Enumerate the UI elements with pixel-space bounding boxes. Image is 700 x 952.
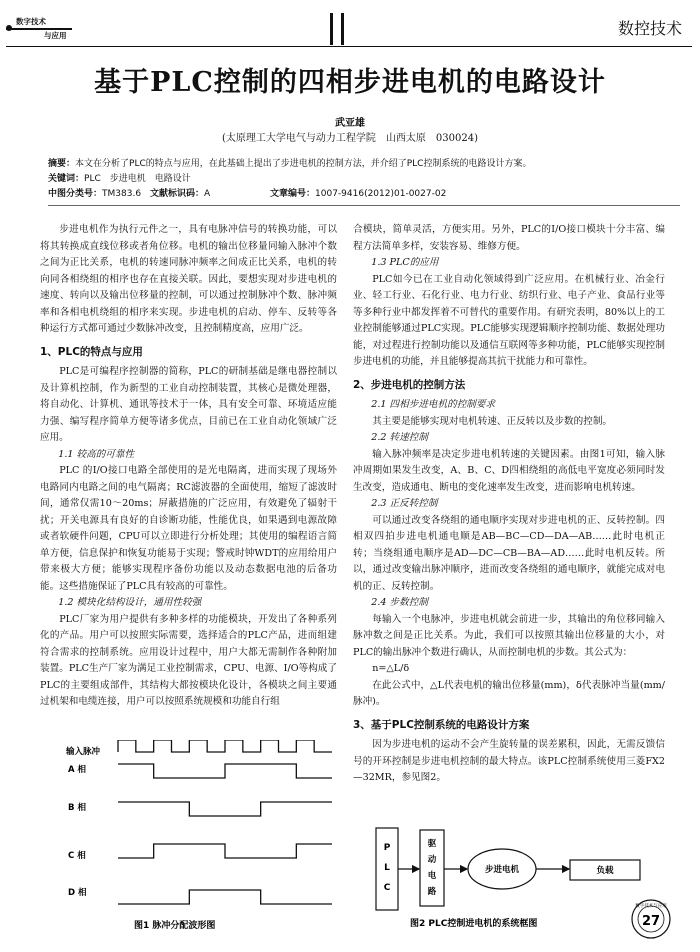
header-rule [6,46,692,47]
affiliation: (太原理工大学电气与动力工程学院 山西太原 030024) [222,133,478,144]
clc-label: 中图分类号： [48,189,103,199]
load-block-label: 负载 [596,866,614,876]
left-column [40,222,337,711]
keywords-text: PLC 步进电机 电路设计 [84,174,191,184]
subsection-2-1-paragraph: 其主要是能够实现对电机转速、正反转以及步数的控制。 [372,415,613,427]
formula-explanation: 在此公式中，△L代表电机的输出位移量(mm)，δ代表脉冲当量(mm/脉冲)。 [353,679,665,707]
logo-text-2: 与应用 [44,31,67,40]
doc-code-value: A [204,189,211,199]
fig1-label-a: A 相 [68,765,87,775]
classification-line [48,186,141,199]
formula: n=△L/δ [372,663,410,674]
subsection-1-3-heading: 1.3 PLC的应用 [371,257,439,268]
section-1-heading: 1、PLC的特点与应用 [40,345,143,358]
doc-code-label: 文献标识码： [150,189,205,199]
fig1-label-input: 输入脉冲 [66,747,101,757]
doc-code-line [150,186,210,199]
meta-rule [48,205,680,206]
subsection-2-1-heading: 2.1 四相步进电机的控制要求 [371,399,496,410]
keywords-label: 关键词： [48,174,85,184]
input-pulse-wave [118,740,332,752]
motor-block-label: 步进电机 [484,865,520,875]
journal-logo [6,14,82,44]
header-bar-2 [341,13,344,45]
article-no-line [270,186,446,199]
page-number: 27 [641,914,661,929]
driver-block-label: 驱动电路 [427,839,437,897]
fig1-label-d: D 相 [68,888,87,898]
subsection-2-3-heading: 2.3 正反转控制 [371,498,438,509]
article-no-label: 文章编号： [270,189,316,199]
article-title: 基于PLC控制的四相步进电机的电路设计 [94,67,606,98]
page-number-badge [630,898,672,940]
subsection-1-1-paragraph: PLC 的I/O接口电路全部使用的是光电隔离，进而实现了现场外电路同内电路之间的电气隔离；RC滤波器的全面使用，缩短了滤波时间，通常仅需10～20ms；屏蔽措施的广泛应用，有效避免了辐射干扰；开关电源具有良好的自诊断功能，性能优良，如果遇到电源故障或者软硬件问题，CPU可以立即进行分析处理；其使用的编程语言简单方便，信息保护和恢复功能易于实现；警戒时钟WDT的应用给用户带来极大方便；能够实现程序备份功能以及动态数据电池的后备功能。这些措施保证了PLC具有较高的可靠性。 [40,465,337,592]
phase-b-wave [118,802,332,816]
section-3-paragraph: 因为步进电机的运动不会产生旋转量的误差累积，因此，无需反馈信号的开环控制是步进电机控制的最大特点。该PLC控制系统使用三菱FX2—32MR，参见图2。 [353,739,665,783]
author: 武亚雄 [335,118,365,129]
subsection-2-3-paragraph: 可以通过改变各绕组的通电顺序实现对步进电机的正、反转控制。四相双四拍步进电机通电顺是AB—BC—CD—DA—AB……此时电机正转；当绕组通电顺序是AD—DC—CB—BA—AD……此时电机反转。所以，通过改变输出脉冲顺序，进而改变各绕组的通电顺序，就能完成对电机的正、反转控制。 [353,514,665,592]
figure-1-caption: 图1 脉冲分配波形图 [134,921,216,931]
fig1-label-b: B 相 [68,803,86,813]
subsection-2-4-heading: 2.4 步数控制 [371,597,428,608]
phase-c-wave [118,844,332,858]
plc-block-label: P L C [383,843,391,893]
intro-paragraph: 步进电机作为执行元件之一，具有电脉冲信号的转换功能，可以将其转换成直线位移或者角位移。电机的输出位移量同输入脉冲个数之间为正比关系，电机的转速同脉冲频率之间成正比关系，电机的转向同各相绕组的相序也存在直接关联。因此，要想实现对步进电机的速度、转向以及输出位移量的控制，可以通过控制脉冲个数、脉冲频率和各相电机绕组的相序来实现。步进电机的启动、停车、反转等各种运行方式都可通过少数脉冲改变，且控制精度高，应用广泛。 [40,224,337,334]
section-1-paragraph: PLC是可编程序控制器的简称，PLC的研制基础是继电器控制以及计算机控制，作为新型的工业自动控制装置，其核心是微处理器，将自动化、计算机、通讯等技术于一体，具有安全可靠、环境适应能力强、编写程序简单方便等诸多优点，目前已在工业自动化领域广泛应用。 [40,366,337,443]
figure-1-waveforms [34,740,339,935]
page-badge-text: 数字技术与应用 [635,904,667,909]
abstract-label: 摘要： [48,159,76,169]
continued-paragraph: 合模块，简单灵活，方便实用。另外，PLC的I/O接口模块十分丰富、编程方法简单多样，安装容易、维修方便。 [353,224,665,252]
abstract [48,156,680,169]
section-2-heading: 2、步进电机的控制方法 [353,378,466,391]
subsection-2-2-heading: 2.2 转速控制 [371,432,428,443]
article-no-value: 1007-9416(2012)01-0027-02 [315,189,447,199]
keywords [48,171,191,184]
right-column [353,222,665,787]
figure-2-caption: 图2 PLC控制进电机的系统框图 [410,919,538,929]
subsection-2-2-paragraph: 输入脉冲频率是决定步进电机转速的关键因素。由图1可知，输入脉冲周期如果发生改变，A、B、C、D四相绕组的高低电平宽度必须同时发生改变，造成通电、断电的变化速率发生改变，进而影响电机转速。 [353,448,665,493]
phase-d-wave [118,890,332,904]
subsection-1-2-paragraph: PLC厂家为用户提供有多种多样的功能模块，开发出了各种系列化的产品。用户可以按照实际需要，选择适合的PLC产品，进而组建符合需求的控制系统。应用设计过程中，用户大都无需制作各种附加装置。PLC生产厂家为满足工业控制需求，CPU、电源、I/O等构成了PLC的主要组成部件，其结构大都按模块化设计，各模块之间主要通过机架和电缆连接，用户可以按照系统规模和功能自行组 [40,613,337,707]
abstract-text: 本文在分析了PLC的特点与应用，在此基础上提出了步进电机的控制方法，并介绍了PLC控制系统的电路设计方案。 [75,159,532,169]
fig1-label-c: C 相 [68,851,86,861]
figure-2-block-diagram [370,822,670,930]
clc-value: TM383.6 [102,189,142,199]
subsection-1-3-paragraph: PLC如今已在工业自动化领域得到广泛应用。在机械行业、冶金行业、轻工行业、石化行业、电力行业、纺织行业、电子产业、食品行业等等多种行业中都发挥着不可替代的重要作用。有研究表明，80%以上的工业控制能够通过PLC实现。PLC能够实现逻辑顺序控制功能、数据处理功能，对过程进行控制功能以及通信互联网等多种功能，PLC能够实现控制步进电机的功能，并且能够提高其抗干扰能力和可靠性。 [353,273,665,367]
subsection-2-4-paragraph: 每输入一个电脉冲，步进电机就会前进一步，其输出的角位移同输入脉冲数之间是正比关系。为此，我们可以按照其输出位移量的大小，对PLC的输出脉冲个数进行确认，从而控制电机的步数。其公式为： [353,613,665,658]
logo-text-1: 数字技术 [16,17,46,26]
column-name: 数控技术 [617,19,682,38]
subsection-1-2-heading: 1.2 模块化结构设计，通用性较强 [58,597,202,608]
subsection-1-1-heading: 1.1 较高的可靠性 [58,448,135,460]
phase-a-wave [118,764,332,778]
header-bar-1 [330,13,333,45]
section-3-heading: 3、基于PLC控制系统的电路设计方案 [353,718,530,731]
